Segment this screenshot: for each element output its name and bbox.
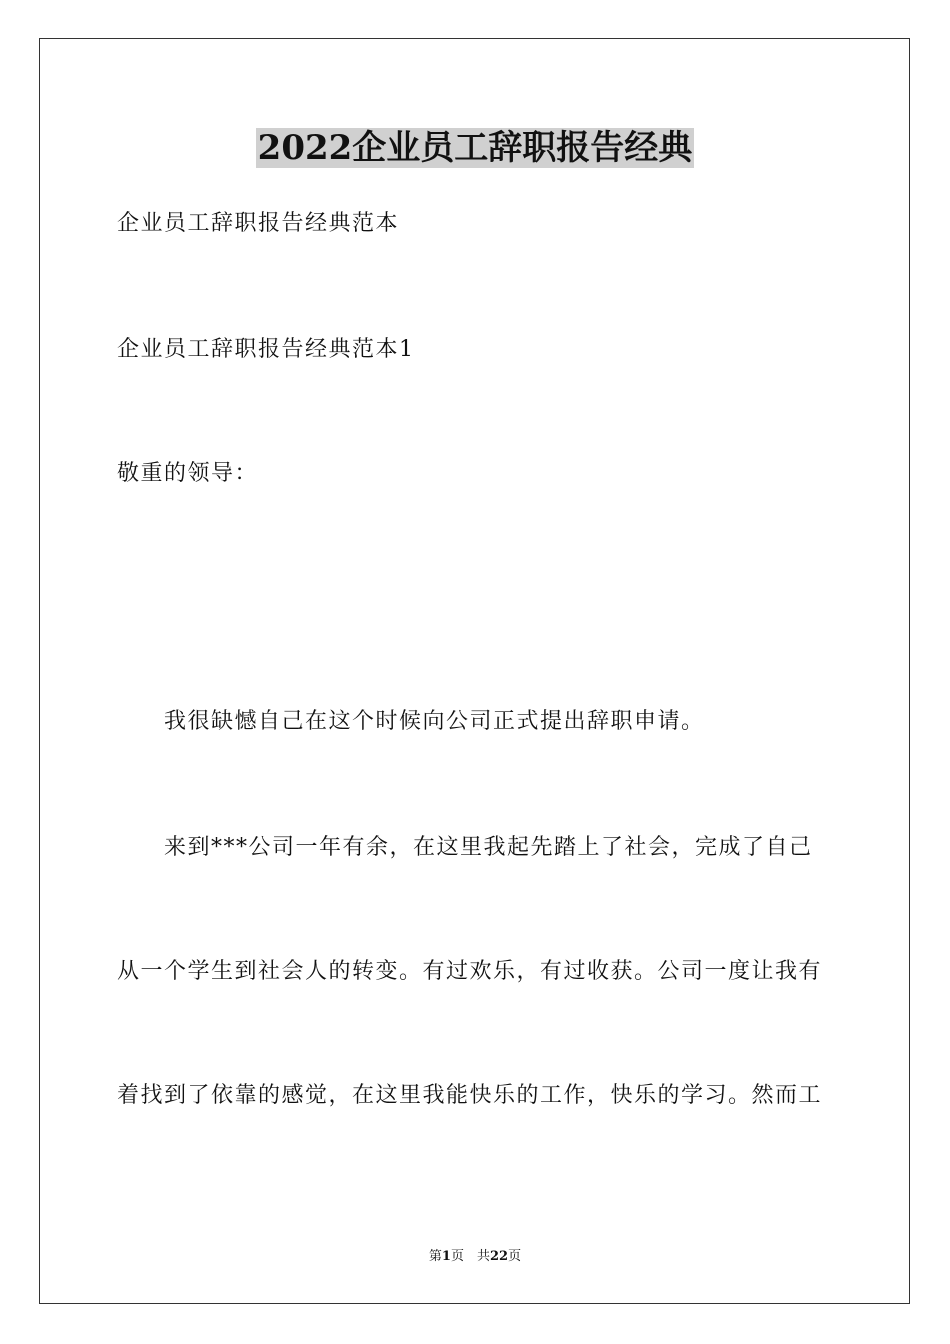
page-mid: 页 共 xyxy=(450,1249,490,1264)
title-text: 2022企业员工辞职报告经典 xyxy=(257,128,693,168)
body-paragraph-line: 我很缺憾自己在这个时候向公司正式提出辞职申请。 xyxy=(164,709,705,734)
page-footer xyxy=(0,1248,950,1266)
page-number: 1 xyxy=(441,1249,451,1264)
page-prefix: 第 xyxy=(428,1249,442,1264)
body-paragraph-line: 从一个学生到社会人的转变。有过欢乐，有过收获。公司一度让我有 xyxy=(117,959,823,984)
body-paragraph-line: 来到***公司一年有余，在这里我起先踏上了社会，完成了自己 xyxy=(164,835,813,860)
body-paragraph-line: 着找到了依靠的感觉，在这里我能快乐的工作，快乐的学习。然而工 xyxy=(117,1083,823,1108)
section-heading: 企业员工辞职报告经典范本1 xyxy=(117,337,415,362)
page-total: 22 xyxy=(489,1249,509,1264)
page-suffix: 页 xyxy=(508,1249,522,1264)
salutation: 敬重的领导： xyxy=(117,461,259,486)
document-title xyxy=(0,126,950,170)
document-subtitle: 企业员工辞职报告经典范本 xyxy=(117,211,400,236)
